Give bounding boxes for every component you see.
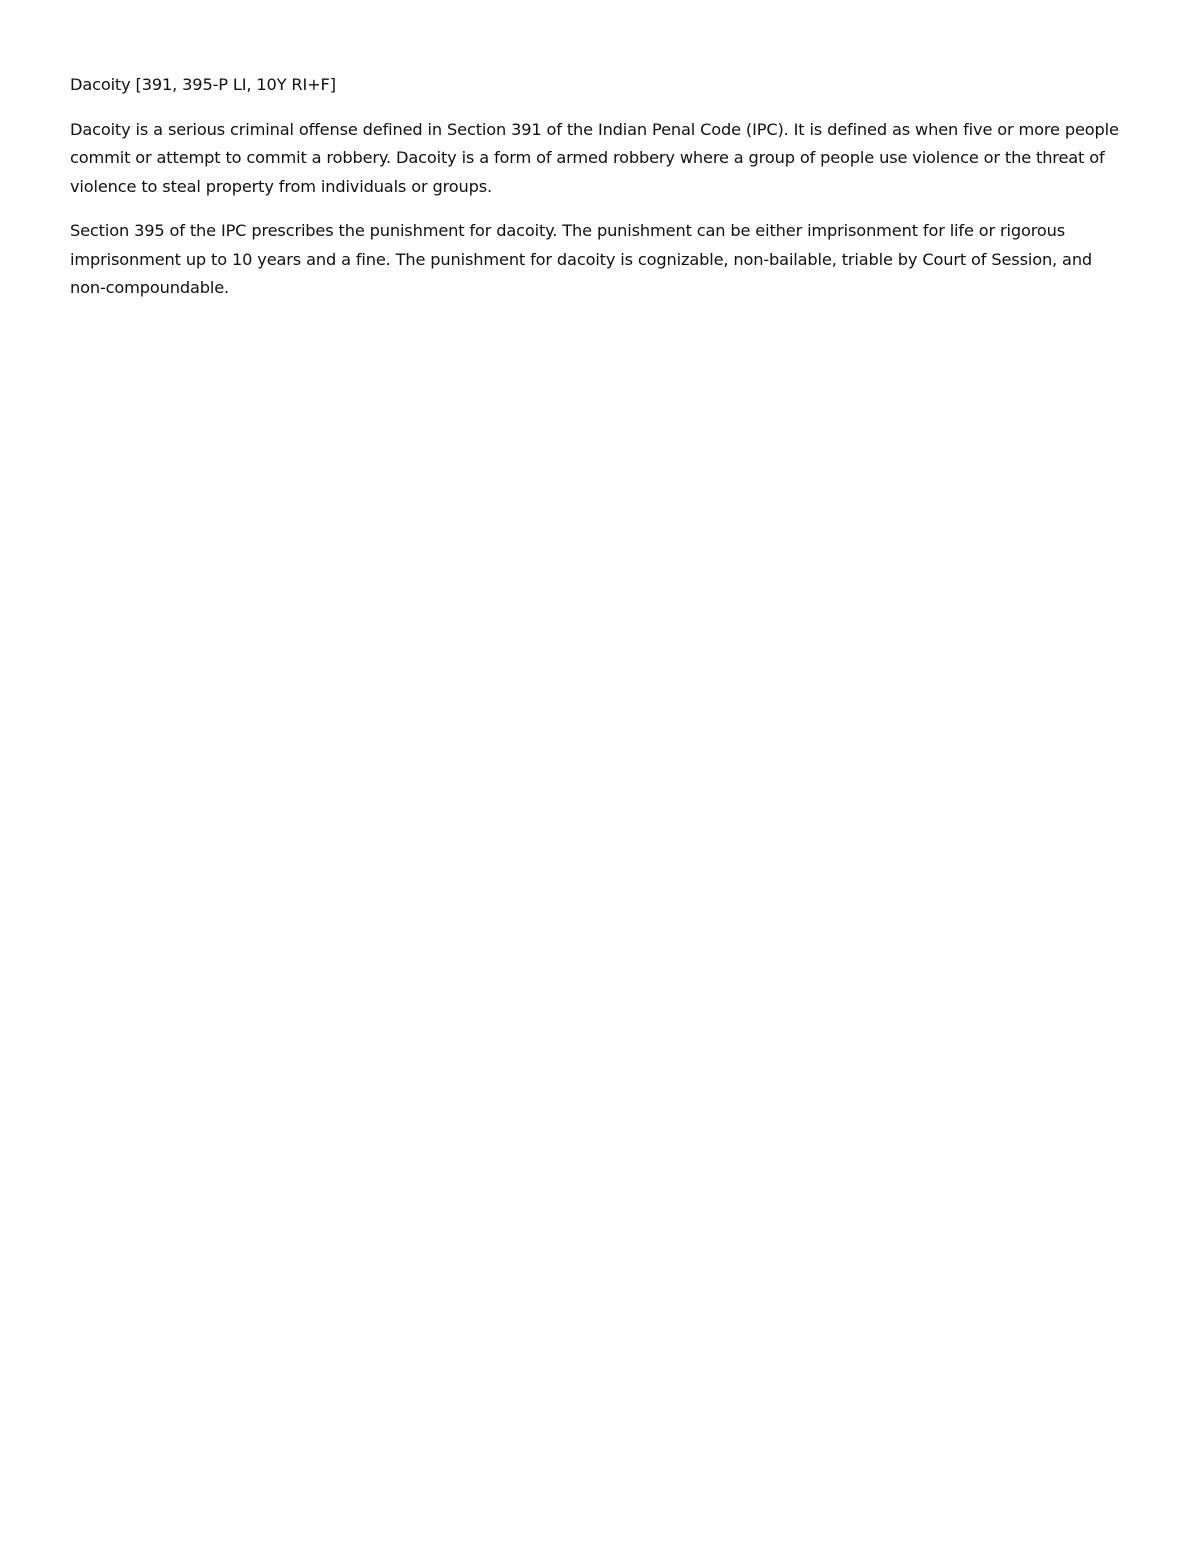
paragraph-definition: Dacoity is a serious criminal offense defined in Section 391 of the Indian Penal Code (IPC). It is defined as when five or more people commit or attempt to commit a robbery. Dacoity is a form of armed robbery where a group of people use violence or the threat of violence to steal property from individuals or groups. <box>70 119 1119 196</box>
document-body <box>70 71 1132 319</box>
paragraph-punishment: Section 395 of the IPC prescribes the punishment for dacoity. The punishment can be either imprisonment for life or rigorous imprisonment up to 10 years and a fine. The punishment for dacoity is cognizable, non-bailable, triable by Court of Session, and non-compoundable. <box>70 221 1093 297</box>
document-heading: Dacoity [391, 395-P LI, 10Y RI+F] <box>70 75 336 94</box>
